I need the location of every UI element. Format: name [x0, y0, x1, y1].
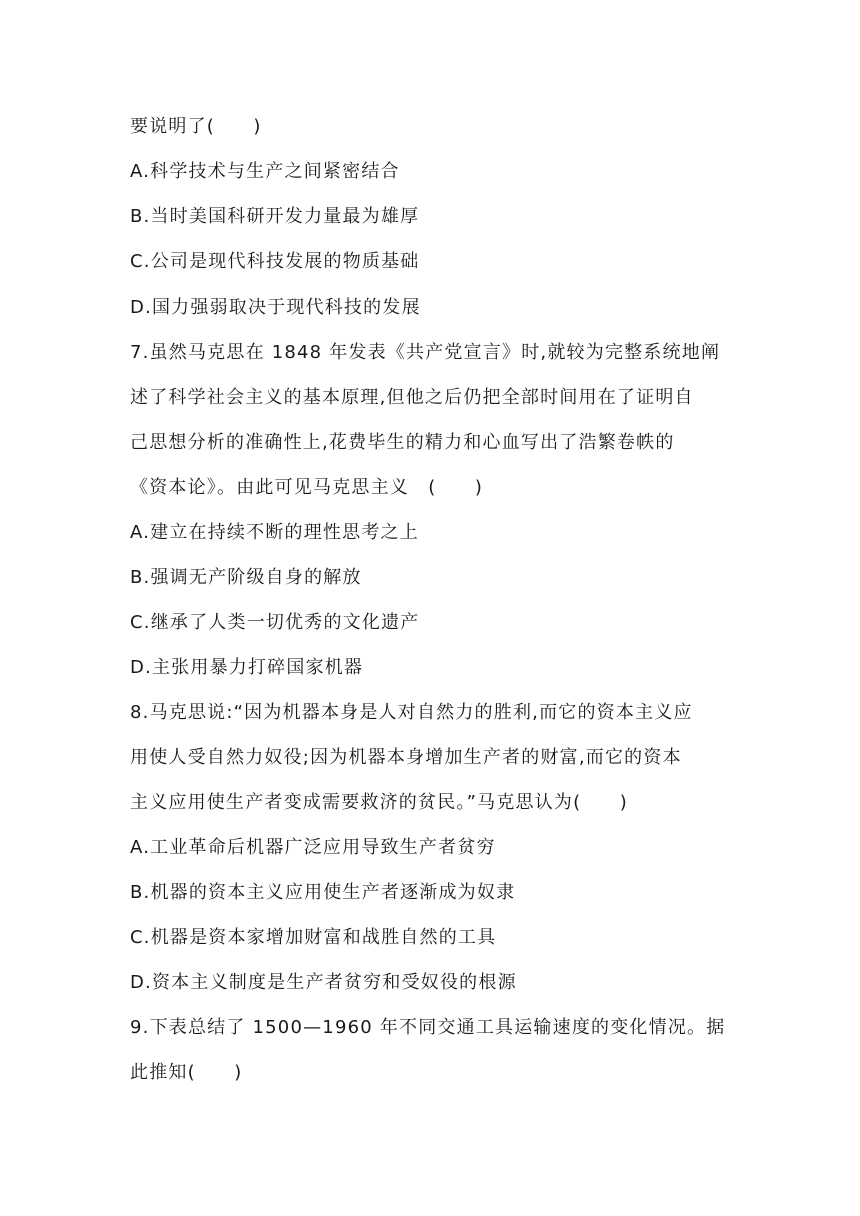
q6-option-c: C.公司是现代科技发展的物质基础: [130, 251, 420, 272]
q9-stem-line-2: 此推知( ): [130, 1062, 243, 1083]
q8-option-a: A.工业革命后机器广泛应用导致生产者贫穷: [130, 837, 496, 858]
q6-option-b: B.当时美国科研开发力量最为雄厚: [130, 206, 420, 227]
q8-option-b: B.机器的资本主义应用使生产者逐渐成为奴隶: [130, 882, 516, 903]
q8-option-d: D.资本主义制度是生产者贫穷和受奴役的根源: [130, 972, 517, 993]
q6-option-a: A.科学技术与生产之间紧密结合: [130, 161, 400, 182]
q7-option-b: B.强调无产阶级自身的解放: [130, 567, 362, 588]
q6-option-d: D.国力强弱取决于现代科技的发展: [130, 297, 421, 318]
q8-stem-line-1: 8.马克思说:“因为机器本身是人对自然力的胜利,而它的资本主义应: [130, 702, 693, 723]
q7-stem-line-4: 《资本论》。由此可见马克思主义 ( ): [130, 477, 484, 498]
q7-stem-line-1: 7.虽然马克思在 1848 年发表《共产党宣言》时,就较为完整系统地阐: [130, 342, 721, 363]
q7-option-c: C.继承了人类一切优秀的文化遗产: [130, 612, 420, 633]
q8-stem-line-2: 用使人受自然力奴役;因为机器本身增加生产者的财富,而它的资本: [130, 747, 682, 768]
q7-option-d: D.主张用暴力打碎国家机器: [130, 657, 364, 678]
q7-option-a: A.建立在持续不断的理性思考之上: [130, 522, 419, 543]
q9-stem-line-1: 9.下表总结了 1500—1960 年不同交通工具运输速度的变化情况。据: [130, 1017, 726, 1038]
q6-stem-tail: 要说明了( ): [130, 116, 262, 137]
q8-stem-line-3: 主义应用使生产者变成需要救济的贫民。”马克思认为( ): [130, 792, 628, 813]
q7-stem-line-3: 己思想分析的准确性上,花费毕生的精力和心血写出了浩繁卷帙的: [130, 432, 675, 453]
q7-stem-line-2: 述了科学社会主义的基本原理,但他之后仍把全部时间用在了证明自: [130, 387, 694, 408]
q8-option-c: C.机器是资本家增加财富和战胜自然的工具: [130, 927, 497, 948]
